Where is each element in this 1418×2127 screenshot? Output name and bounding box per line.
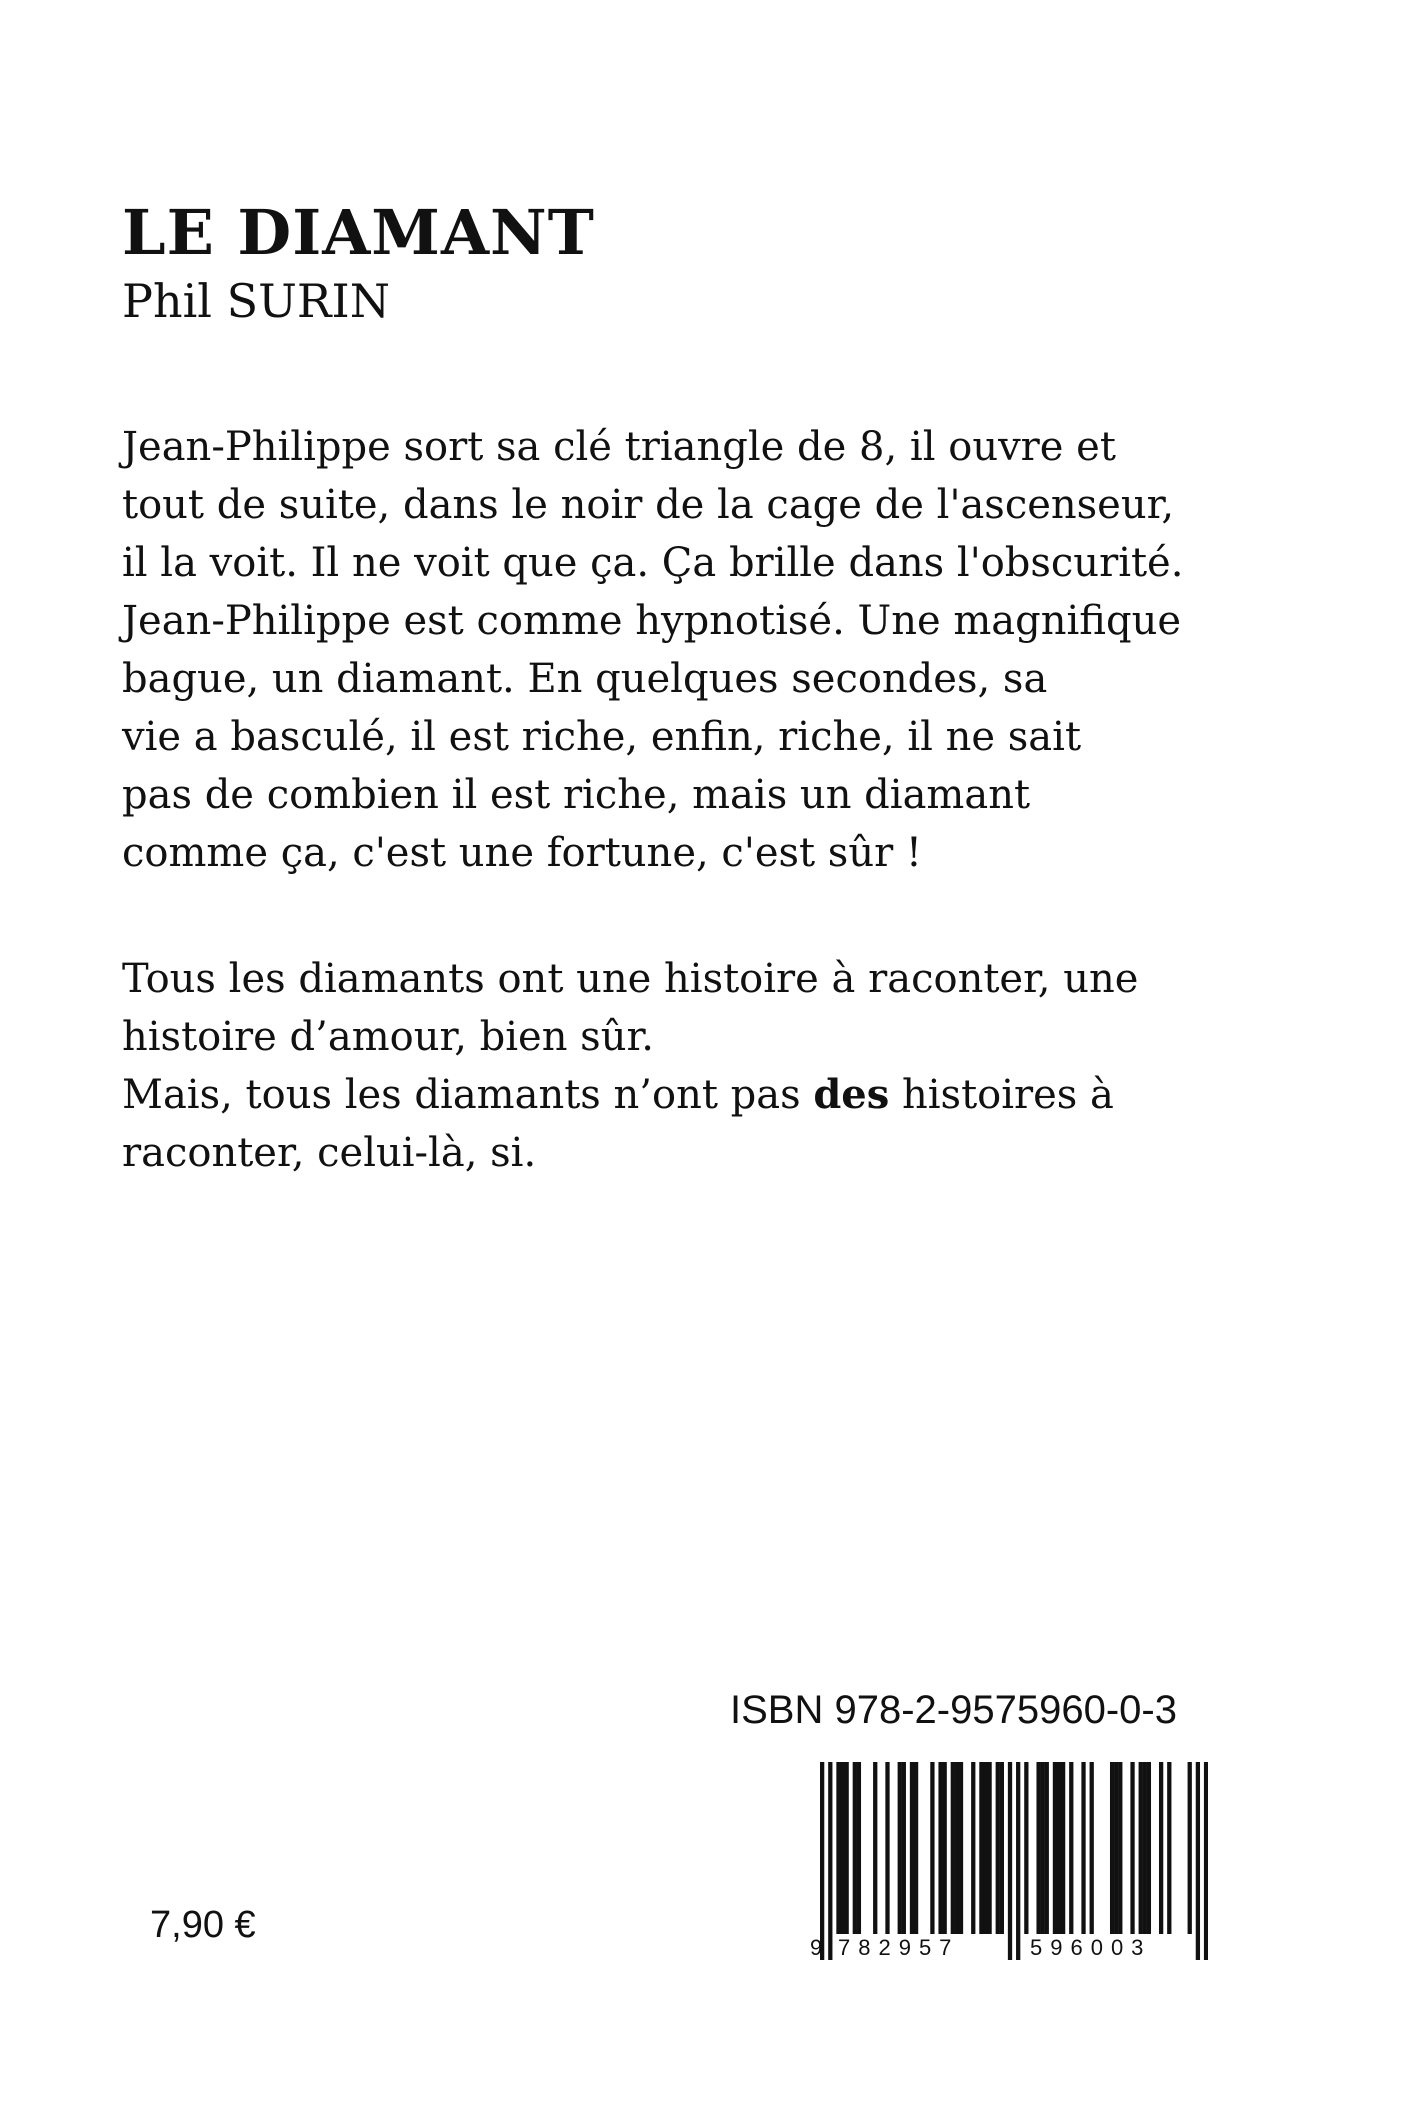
barcode-bar [1045,1762,1049,1934]
barcode-bar [983,1762,987,1934]
barcode-bar [1143,1762,1147,1934]
barcode-bar [1024,1762,1028,1934]
barcode-bar [836,1762,840,1934]
blurb-line: comme ça, c'est une fortune, c'est sûr ! [122,830,922,876]
barcode-bar [1147,1762,1151,1934]
barcode-guard-bar [1204,1762,1208,1960]
barcode-bar [987,1762,991,1934]
barcode-guard-bar [1016,1762,1020,1960]
barcode-bar [996,1762,1000,1934]
blurb-line: vie a basculé, il est riche, enfin, riche, il ne sait [122,714,1082,760]
barcode-bar [1036,1762,1040,1934]
barcode-bar [971,1762,975,1934]
blurb-line: Jean-Philippe sort sa clé triangle de 8, il ouvre et [122,424,1116,470]
barcode-right-group: 596003 [1030,1935,1152,1960]
barcode-bar [840,1762,844,1934]
author-name: Phil SURIN [122,274,390,328]
blurb-line: Jean-Philippe est comme hypnotisé. Une magnifique [122,598,1182,644]
barcode-bar [1090,1762,1094,1934]
barcode-bar [873,1762,877,1934]
barcode-bar [959,1762,963,1934]
blurb-text: Mais, tous les diamants n’ont pas [122,1072,814,1118]
barcode-bar [943,1762,947,1934]
price: 7,90 € [150,1904,256,1946]
barcode-digits [810,1935,1220,1969]
barcode-bar [1139,1762,1143,1934]
barcode-bar [914,1762,918,1934]
barcode-bar [1081,1762,1085,1934]
barcode-guard-bar [820,1762,824,1960]
barcode-bar [1118,1762,1122,1934]
barcode-bar [930,1762,934,1934]
barcode-left-group: 782957 [838,1935,960,1960]
blurb-line-mixed [122,1066,1138,1124]
barcode-bar [951,1762,955,1934]
blurb-line: pas de combien il est riche, mais un diamant [122,772,1031,818]
barcode-bar [1041,1762,1045,1934]
barcode-bar [910,1762,914,1934]
barcode-bar [845,1762,849,1934]
blurb-line: tout de suite, dans le noir de la cage de l'ascenseur, [122,482,1175,528]
barcode-guard-bar [1008,1762,1012,1960]
blurb-text: histoires à [889,1072,1114,1118]
barcode-bar [1167,1762,1171,1934]
blurb-line: il la voit. Il ne voit que ça. Ça brille dans l'obscurité. [122,540,1184,586]
barcode-bar [885,1762,889,1934]
barcode-first-digit: 9 [810,1935,823,1960]
barcode [820,1762,1208,1962]
barcode-bar [1057,1762,1061,1934]
blurb-bold-word: des [813,1071,890,1118]
blurb-line: raconter, celui-là, si. [122,1130,537,1176]
barcode-bar [1159,1762,1163,1934]
barcode-bar [1000,1762,1004,1934]
barcode-bar [1110,1762,1114,1934]
barcode-bar [853,1762,857,1934]
barcode-bar [979,1762,983,1934]
barcode-bar [1188,1762,1192,1934]
isbn-text: ISBN 978-2-9575960-0-3 [730,1688,1177,1732]
barcode-bar [1053,1762,1057,1934]
barcode-bar [955,1762,959,1934]
barcode-guard-bar [828,1762,832,1960]
barcode-bar [1114,1762,1118,1934]
blurb-line: Tous les diamants ont une histoire à raconter, une [122,956,1139,1002]
blurb-line: bague, un diamant. En quelques secondes, sa [122,656,1048,702]
barcode-guard-bar [1196,1762,1200,1960]
blurb-paragraph-2 [122,950,1138,1182]
barcode-bar [1069,1762,1073,1934]
barcode-bar [857,1762,861,1934]
barcode-bar [1061,1762,1065,1934]
barcode-bars [820,1762,1208,1962]
barcode-bar [1130,1762,1134,1934]
barcode-bar [902,1762,906,1934]
book-title: LE DIAMANT [122,196,595,269]
barcode-bar [898,1762,902,1934]
barcode-bar [938,1762,942,1934]
blurb-line: histoire d’amour, bien sûr. [122,1014,654,1060]
blurb-paragraph-1 [122,418,1322,882]
